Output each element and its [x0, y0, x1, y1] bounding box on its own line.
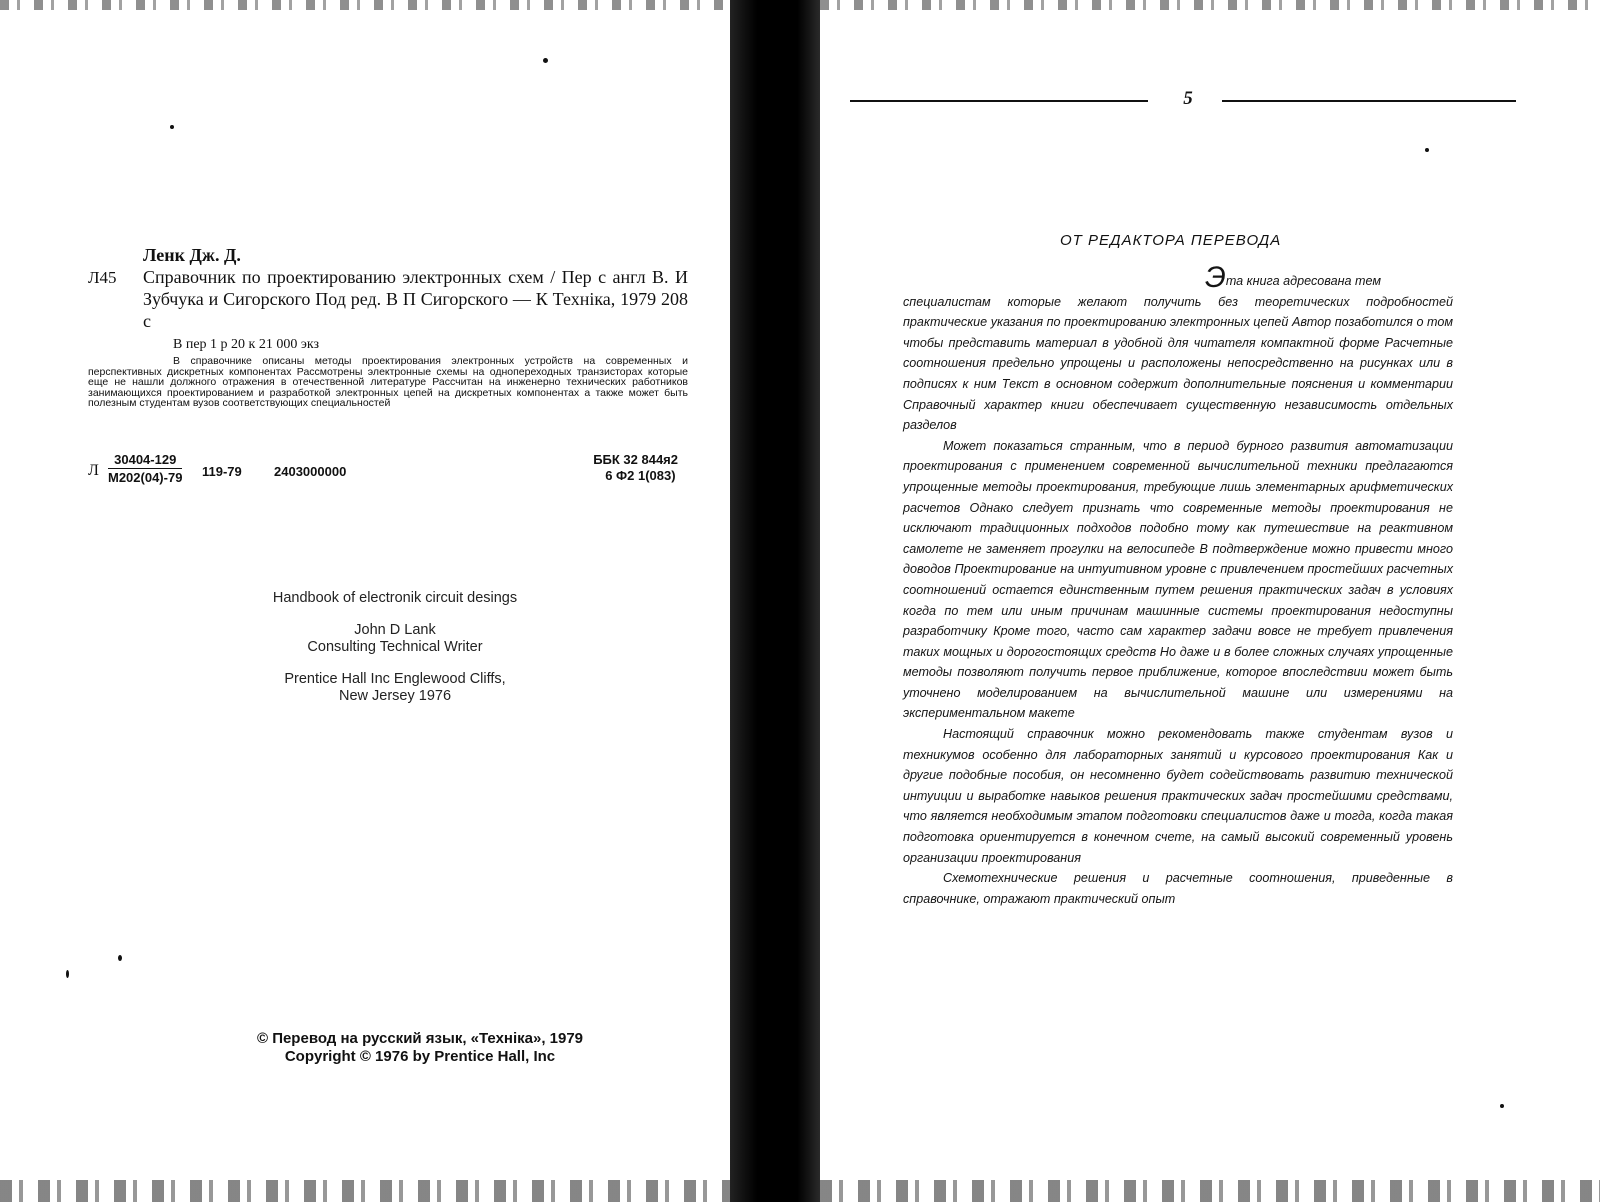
scan-edge-bottom — [820, 1180, 1600, 1202]
scan-speck — [543, 58, 548, 63]
index-code: 119-79 — [202, 464, 242, 479]
preface-paragraph-2: Может показаться странным, что в период бурного развития автоматизации проектирования с применением современной вычислительной техники предлагаются упрощенные методы проектирования, требующие лишь элементарных арифметических расчетов Однако следует признать что современные методы проектирования не исключают традиционных подходов подобно тому как путешествие на реактивном самолете не заменяет прогулки на велосипеде В подтверждение можно привести много доводов Проектирование на интуитивном уровне с привлечением простейших расчетных соотношений остается единственным путем решения практических задач в условиях когда по тем или иным причинам машинные системы проектирования недоступны разработчику Кроме того, часто сам характер задачи вовсе не требует привлечения таких мощных и дорогостоящих средств Но даже и в более сложных случаях упрощенные методы позволяют получить первое приближение, которое впоследствии может быть уточнено моделированием на вычислительной машине или измерениями на экспериментальном макете — [903, 438, 1453, 721]
index-fraction — [108, 452, 182, 487]
scan-edge-top — [820, 0, 1600, 10]
binding-price-run: В пер 1 р 20 к 21 000 экз — [173, 337, 320, 352]
scan-edge-top — [0, 0, 730, 10]
bbk-line-2: 6 Ф2 1(083) — [605, 468, 676, 483]
bibliographic-description: Справочник по проектированию электронных схем / Пер с англ В. И Зубчука и Сигорского Под ред. В П Сигорского — К Технiка, 1979 208 с — [143, 267, 688, 331]
right-page — [820, 0, 1600, 1202]
original-place-year: New Jersey 1976 — [338, 688, 452, 704]
original-title: Handbook of electronik circuit desings — [272, 590, 518, 606]
original-author: John D Lank — [354, 622, 436, 638]
catalog-card — [88, 244, 688, 409]
preface-paragraph-4: Схемотехнические решения и расчетные соотношения, приведенные в справочнике, отражают практический опыт — [903, 871, 1453, 906]
original-edition-info — [225, 590, 565, 720]
page-number: 5 — [1183, 88, 1193, 109]
scan-speck — [170, 125, 174, 129]
opening-line — [903, 261, 1453, 294]
header-rule-left — [850, 100, 1148, 102]
opening-words: та книга адресована тем — [1225, 274, 1381, 288]
book-annotation: В справочнике описаны методы проектирования электронных устройств на современных и перспективных дискретных компонентах Рассмотрены электронные схемы на однопереходных транзисторах которые еще не нашли должного отражения в отечественной литературе Рассчитан на инженерно технических работников занимающихся проектированием и разработкой электронных цепей на дискретных компонентах а также может быть полезным студентам вузов соответствующих специальностей — [88, 355, 688, 409]
preface-paragraph-3: Настоящий справочник можно рекомендовать также студентам вузов и техникумов особенно для лабораторных занятий и курсового проектирования Как и другие подобные пособия, он несомненно будет содействовать развитию технической интуиции и выработке навыков решения практических задач простейшими средствами, что является необходимым этапом подготовки специалистов даже и тогда, когда такая подготовка ориентируется в конечном счете, на самый высокий современный уровень организации проектирования — [903, 727, 1453, 865]
index-numerator: 30404-129 — [108, 452, 182, 469]
index-letter: Л — [88, 462, 99, 479]
publication-index — [88, 452, 688, 492]
scan-edge-bottom — [0, 1180, 730, 1202]
drop-cap: Э — [1205, 261, 1226, 294]
author-name: Ленк Дж. Д. — [143, 245, 241, 265]
index-number: 2403000000 — [274, 464, 347, 479]
scan-speck — [118, 955, 122, 961]
running-header — [850, 88, 1516, 108]
bbk-line-1: ББК 32 844я2 — [593, 452, 678, 467]
section-title: ОТ РЕДАКТОРА ПЕРЕВОДА — [1060, 232, 1282, 249]
scan-speck — [1500, 1104, 1504, 1108]
index-denominator: М202(04)-79 — [108, 470, 183, 485]
scan-speck — [1425, 148, 1429, 152]
left-page — [0, 0, 730, 1202]
preface-text — [903, 261, 1453, 909]
original-publisher: Prentice Hall Inc Englewood Cliffs, — [284, 671, 506, 687]
copyright-translation: © Перевод на русский язык, «Технiка», 1979 — [256, 1030, 584, 1047]
copyright-block — [230, 1030, 610, 1066]
scan-speck — [66, 970, 69, 978]
copyright-original: Copyright © 1976 by Prentice Hall, Inc — [284, 1048, 556, 1065]
classification-code: Л45 — [88, 268, 117, 287]
bbk-code — [593, 452, 678, 484]
book-gutter — [730, 0, 820, 1202]
preface-paragraph-1: специалистам которые желают получить без теоретических подробностей практические указания по проектированию электронных цепей Автор позаботился о том чтобы представить материал в удобной для читателя компактной форме Расчетные соотношения предельно упрощены и расположены непосредственно на рисунках или в подписях к ним Текст в основном содержит дополнительные пояснения и комментарии Справочный характер книги обеспечивает существенную независимость отдельных разделов — [903, 294, 1453, 433]
original-author-role: Consulting Technical Writer — [307, 639, 483, 655]
header-rule-right — [1222, 100, 1516, 102]
